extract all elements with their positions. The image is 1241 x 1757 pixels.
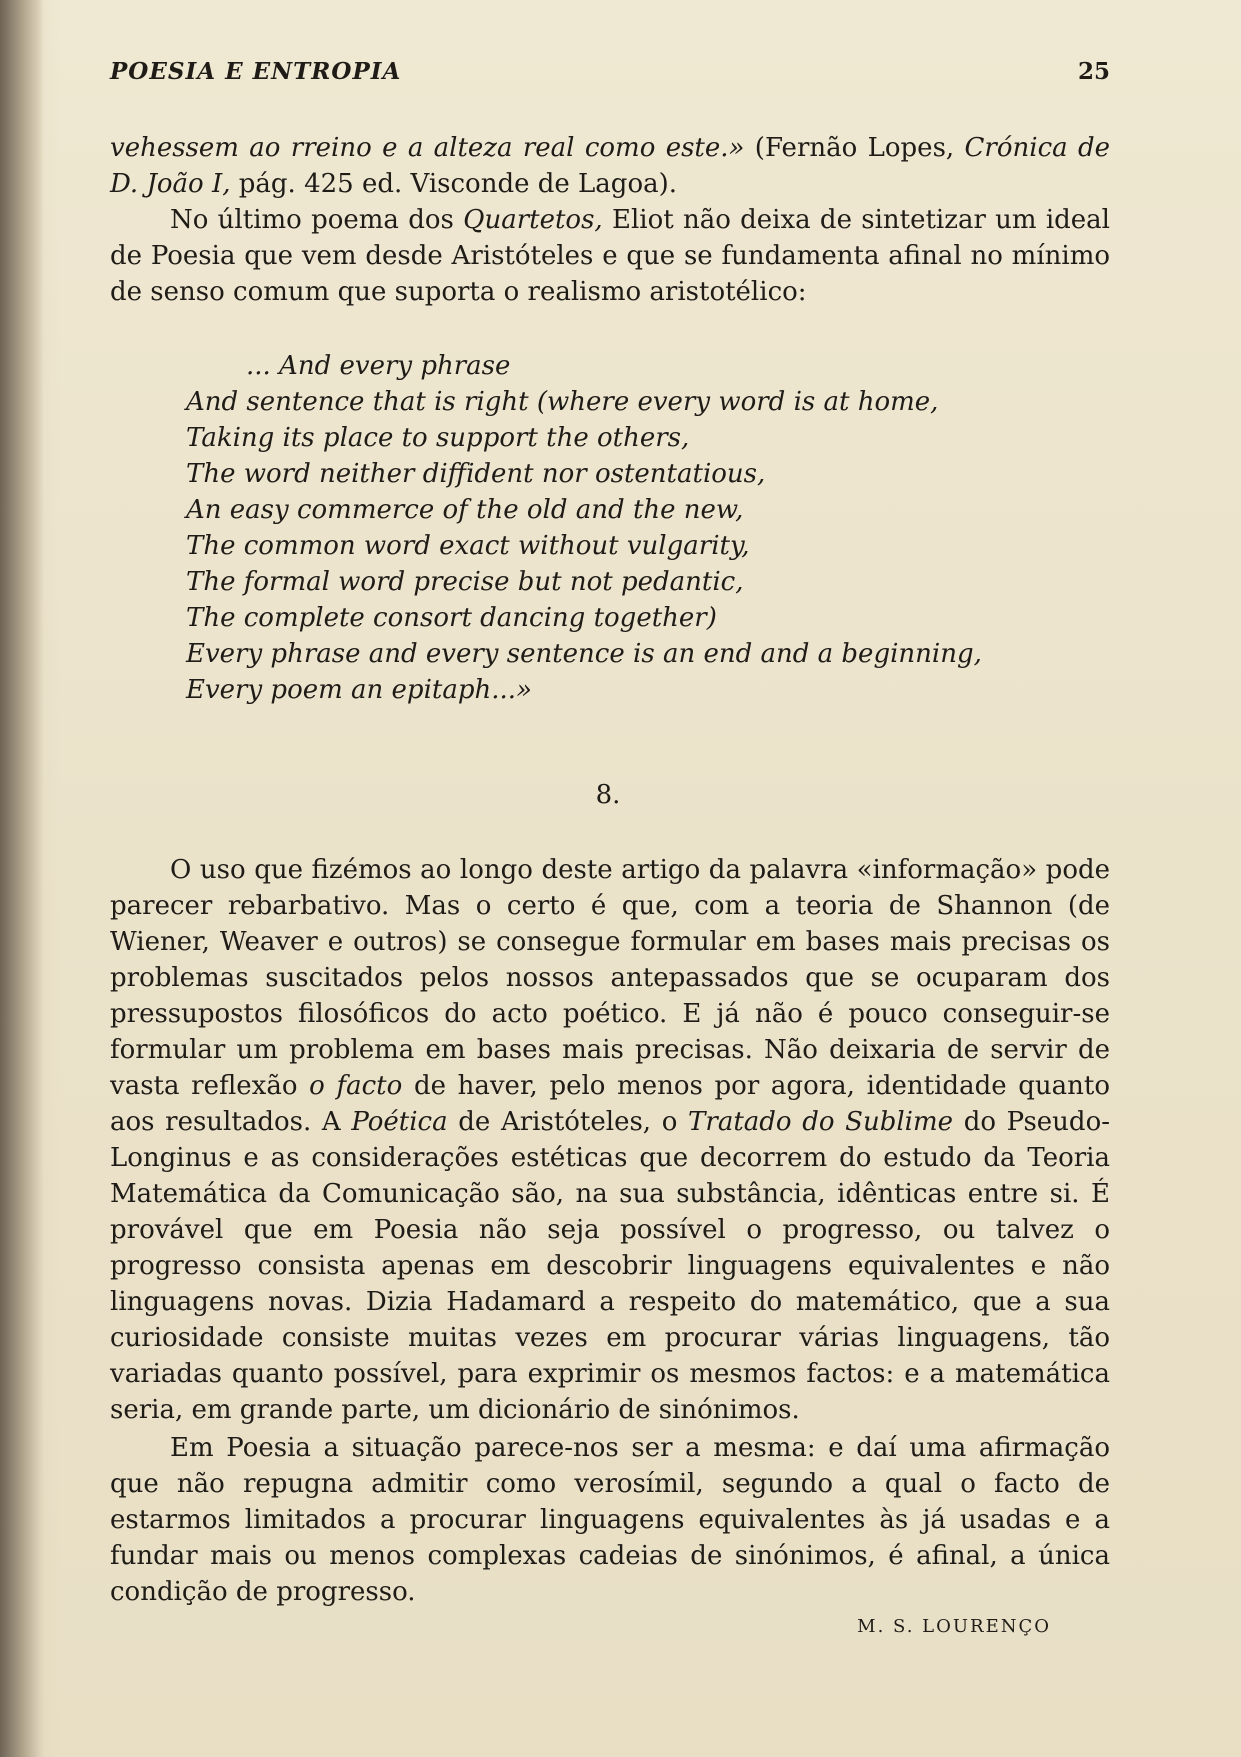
- poem-line: Every poem an epitaph...»: [186, 675, 532, 705]
- eliot-text-1: No último poema dos: [170, 205, 464, 235]
- tratado-title: Tratado do Sublime: [688, 1107, 954, 1137]
- poem-line: An easy commerce of the old and the new,: [186, 495, 744, 525]
- poem-line: The common word exact without vulgarity,: [186, 531, 750, 561]
- poem-quotation: [186, 348, 1086, 708]
- eliot-paragraph: [110, 202, 1110, 310]
- poetica-title: Poética: [351, 1107, 448, 1137]
- info-text-3: de Aristóteles, o: [447, 1107, 689, 1137]
- information-paragraph: [110, 852, 1110, 1428]
- info-text-2: de haver, pelo menos por agora, identidade quanto aos resultados. A: [110, 1071, 1110, 1137]
- author-signature: M. S. LOURENÇO: [857, 1616, 1051, 1637]
- conclusion-text: Em Poesia a situação parece-nos ser a mesma: e daí uma afirmação que não repugna admitir como verosímil, segundo a qual o facto de estarmos limitados a procurar linguagens equivalentes às já usadas e a fundar mais ou menos complexas cadeias de sinónimos, é afinal, a única condição de progresso.: [110, 1433, 1110, 1607]
- poem-line: The formal word precise but not pedantic,: [186, 567, 744, 597]
- poem-line: The complete consort dancing together): [186, 603, 717, 633]
- info-italic-1: o facto: [309, 1071, 403, 1101]
- quote-continuation-paragraph: [110, 130, 1110, 202]
- citation-work: Crónica de D. João I,: [110, 133, 1111, 199]
- poem-line: ... And every phrase: [246, 351, 511, 381]
- binding-shadow: [0, 0, 44, 1757]
- quote-text: vehessem ao rreino e a alteza real como este.»: [110, 133, 745, 163]
- info-text-1: O uso que fizémos ao longo deste artigo da palavra «informação» pode parecer rebarbativo. Mas o certo é que, com a teoria de Shannon (de Wiener, Weaver e outros) se consegue formular em bases mais precisas os problemas suscitados pelos nossos antepassados que se ocuparam dos pressupostos filosóficos do acto poético. E já não é pouco conseguir-se formular um problema em bases mais precisas. Não deixaria de servir de vasta reflexão: [110, 855, 1110, 1101]
- quartetos-title: Quartetos,: [463, 205, 603, 235]
- poem-line: Taking its place to support the others,: [186, 423, 690, 453]
- conclusion-paragraph: [110, 1430, 1110, 1610]
- poem-line: And sentence that is right (where every word is at home,: [186, 387, 939, 417]
- citation-prefix: (Fernão Lopes,: [744, 133, 965, 163]
- info-text-4: do Pseudo-Longinus e as considerações estéticas que decorrem do estudo da Teoria Matemática da Comunicação são, na sua substância, idênticas entre si. É provável que em Poesia não seja possível o progresso, ou talvez o progresso consista apenas em descobrir linguagens equivalentes e não linguagens novas. Dizia Hadamard a respeito do matemático, que a sua curiosidade consiste muitas vezes em procurar várias linguagens, tão variadas quanto possível, para exprimir os mesmos factos: e a matemática seria, em grande parte, um dicionário de sinónimos.: [110, 1107, 1111, 1425]
- citation-suffix: pág. 425 ed. Visconde de Lagoa).: [230, 169, 678, 199]
- running-title: POESIA E ENTROPIA: [110, 58, 402, 85]
- poem-line: The word neither diffident nor ostentatious,: [186, 459, 766, 489]
- eliot-text-2: Eliot não deixa de sintetizar um ideal de Poesia que vem desde Aristóteles e que se fundamenta afinal no mínimo de senso comum que suporta o realismo aristotélico:: [110, 205, 1110, 307]
- page-header: [110, 58, 1110, 88]
- page-number: 25: [1077, 58, 1110, 85]
- section-number: 8.: [595, 780, 621, 810]
- poem-line: Every phrase and every sentence is an end and a beginning,: [186, 639, 982, 669]
